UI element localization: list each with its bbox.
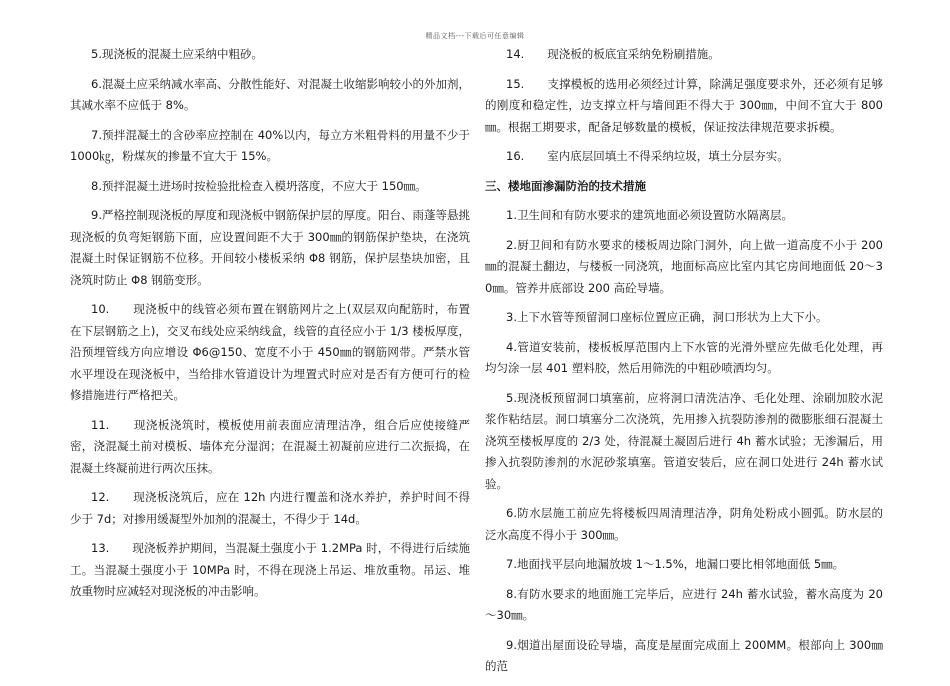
paragraph: 15. 支撑模板的选用必须经过计算，除满足强度要求外，还必须有足够的刚度和稳定性，边支撑立杆与墙间距不得大于 300㎜，中间不宜大于 800㎜。根据工期要求，配备足够数量的模板，保证按法律规范要求拆模。 bbox=[485, 76, 883, 134]
paragraph: 3.上下水管等预留洞口座标位置应正确，洞口形状为上大下小。 bbox=[506, 310, 828, 324]
paragraph: 9.严格控制现浇板的厚度和现浇板中钢筋保护层的厚度。阳台、雨蓬等悬挑现浇板的负弯矩钢筋下面，应设置间距不大于 300㎜的钢筋保护垫块，在浇筑混凝土时保证钢筋不位移。开间较小楼板采纳 Φ8 钢筋，保护层垫块加密，且浇筑时防止 Φ8 钢筋变形。 bbox=[70, 208, 470, 287]
paragraph: 9.烟道出屋面设砼导墙，高度是屋面完成面上 200MM。根部向上 300㎜的范 bbox=[485, 637, 883, 673]
paragraph: 14. 现浇板的板底宜采纳免粉刷措施。 bbox=[506, 47, 720, 61]
paragraph: 10. 现浇板中的线管必须布置在钢筋网片之上(双层双向配筋时，布置在下层钢筋之上)，交叉布线处应采纳线盒，线管的直径应小于 1/3 楼板厚度，沿预埋管线方向应增设 Φ6@150、宽度不小于 450㎜的钢筋网带。严禁水管水平埋设在现浇板中，当给排水管道设计为埋置式时应对是否有方便可行的检修措施进行严格把关。 bbox=[70, 302, 470, 402]
left-column bbox=[70, 44, 470, 611]
paragraph: 5.现浇板预留洞口填塞前，应将洞口清洗洁净、毛化处理、涂刷加胶水泥浆作粘结层。洞口填塞分二次浇筑，先用掺入抗裂防渗剂的微膨胀细石混凝土浇筑至楼板厚度的 2/3 处，待混凝土凝固后进行 4h 蓄水试验；无渗漏后，用掺入抗裂防渗剂的水泥砂浆填塞。管道安装后，应在洞口处进行 24h 蓄水试验。 bbox=[485, 390, 883, 491]
paragraph: 7.地面找平层向地漏放坡 1～1.5%，地漏口要比相邻地面低 5㎜。 bbox=[506, 557, 845, 571]
paragraph: 4.管道安装前，楼板板厚范围内上下水管的光滑外壁应先做毛化处理，再均匀涂一层 401 塑料胶，然后用筛洗的中粗砂喷洒均匀。 bbox=[485, 339, 883, 375]
section-heading: 三、楼地面渗漏防治的技术措施 bbox=[485, 178, 646, 193]
paragraph: 11. 现浇板浇筑时，模板使用前表面应清理洁净，组合后应使接缝严密，浇混凝土前对模板、墙体充分湿润；在混凝土初凝前应进行二次振捣，在混凝土终凝前进行两次压抹。 bbox=[70, 417, 470, 475]
paragraph: 8.预拌混凝土进场时按检验批检查入模坍落度，不应大于 150㎜。 bbox=[91, 178, 427, 193]
paragraph: 16. 室内底层回填土不得采纳垃圾，填土分层夯实。 bbox=[506, 149, 789, 163]
paragraph: 13. 现浇板养护期间，当混凝土强度小于 1.2MPa 时，不得进行后续施工。当混凝土强度小于 10MPa 时，不得在现浇上吊运、堆放重物。吊运、堆放重物时应减轻对现浇板的冲击影响。 bbox=[70, 541, 470, 598]
paragraph: 6.防水层施工前应先将楼板四周清理洁净，阴角处粉成小圆弧。防水层的泛水高度不得小于 300㎜。 bbox=[485, 506, 883, 542]
paragraph: 12. 现浇板浇筑后，应在 12h 内进行覆盖和浇水养护，养护时间不得少于 7d；对掺用缓凝型外加剂的混凝土，不得少于 14d。 bbox=[70, 490, 470, 526]
paragraph: 7.预拌混凝土的含砂率应控制在 40%以内，每立方米粗骨料的用量不少于 1000㎏，粉煤灰的掺量不宜大于 15%。 bbox=[70, 127, 470, 163]
paragraph: 1.卫生间和有防水要求的建筑地面必须设置防水隔离层。 bbox=[506, 208, 793, 222]
right-column bbox=[485, 44, 883, 686]
paragraph: 2.厨卫间和有防水要求的楼板周边除门洞外，向上做一道高度不小于 200㎜的混凝土翻边，与楼板一同浇筑，地面标高应比室内其它房间地面低 20～30㎜。管养井底部设 200 高砼导墙。 bbox=[485, 237, 883, 295]
paragraph: 8.有防水要求的地面施工完毕后，应进行 24h 蓄水试验，蓄水高度为 20～30㎜。 bbox=[485, 586, 883, 622]
paragraph: 6.混凝土应采纳减水率高、分散性能好、对混凝土收缩影响较小的外加剂，其减水率不应低于 8%。 bbox=[70, 76, 470, 112]
paragraph: 5.现浇板的混凝土应采纳中粗砂。 bbox=[91, 47, 263, 61]
page-header-note: 精品文档---下载后可任意编辑 bbox=[425, 32, 525, 40]
